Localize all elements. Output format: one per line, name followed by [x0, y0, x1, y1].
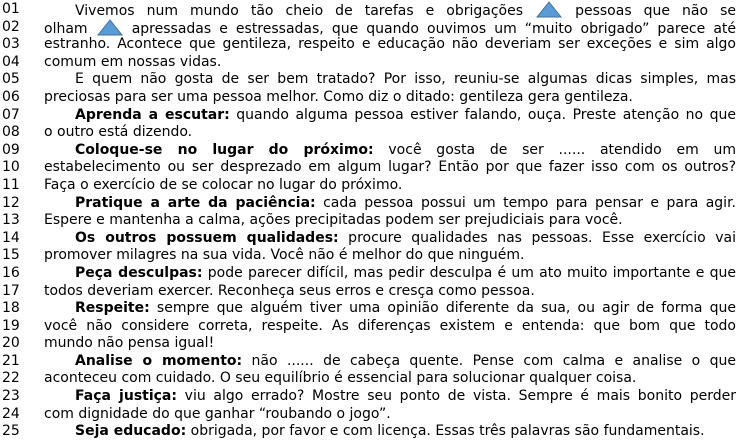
text-line-08 — [0, 124, 749, 142]
text-line-18 — [0, 300, 749, 318]
line-text — [75, 265, 736, 283]
line-number: 12 — [2, 194, 20, 211]
line-text: estranho. Acontece que gentileza, respeito e educação não deveriam ser exceções e sim algo — [44, 36, 736, 53]
line-text: você não considere correta, respeite. As diferenças existem e entenda: que bom que todo — [44, 317, 736, 334]
line-text — [75, 423, 736, 441]
line-text — [75, 195, 736, 213]
tip-text: pode parecer difícil, mas pedir desculpa é um ato muito importante e que — [202, 264, 736, 281]
text-line-05 — [0, 71, 749, 89]
line-number: 14 — [2, 229, 20, 246]
text-line-24 — [0, 406, 749, 424]
text-line-14 — [0, 230, 749, 248]
line-text: olham apressadas e estressadas, que quando ouvimos um “muito obrigado” parece até — [44, 20, 736, 37]
line-number: 15 — [2, 247, 20, 264]
text-line-19 — [0, 318, 749, 336]
text-line-06 — [0, 89, 749, 107]
text-line-23 — [0, 388, 749, 406]
line-text — [75, 107, 736, 125]
line-number: 03 — [2, 36, 20, 53]
line-text: E quem não gosta de ser bem tratado? Por isso, reuniu-se algumas dicas simples, mas — [75, 71, 736, 88]
line-number: 20 — [2, 335, 20, 352]
line-number: 19 — [2, 317, 20, 334]
line-number: 04 — [2, 53, 20, 70]
text-line-22 — [0, 370, 749, 388]
tip-heading: Peça desculpas: — [75, 264, 203, 281]
line-number: 18 — [2, 300, 20, 317]
text-line-04 — [0, 54, 749, 72]
text-line-25 — [0, 423, 749, 441]
tip-text: não ...... de cabeça quente. Pense com calma e analise o que — [242, 352, 736, 369]
line-number: 22 — [2, 370, 20, 387]
line-number: 07 — [2, 106, 20, 123]
line-number: 24 — [2, 405, 20, 422]
tip-heading: Respeite: — [75, 300, 150, 317]
text-line-20 — [0, 335, 749, 353]
text-line-01 — [0, 1, 749, 19]
tip-text: procure qualidades nas pessoas. Esse exercício vai — [338, 229, 736, 246]
text-line-07 — [0, 107, 749, 125]
line-number: 05 — [2, 71, 20, 88]
line-text: Faça o exercício de se colocar no lugar do próximo. — [44, 176, 403, 193]
line-text: promover milagres na sua vida. Você não é melhor do que ninguém. — [44, 247, 525, 264]
line-number: 17 — [2, 282, 20, 299]
line-text: estabelecimento ou ser desprezado em algum lugar? Então por que fazer isso com os outros? — [44, 159, 736, 176]
line-text: aconteceu com cuidado. O seu equilíbrio é essencial para solucionar qualquer coisa. — [44, 370, 637, 387]
line-number: 11 — [2, 176, 20, 193]
line-text: todos deveriam exercer. Reconheça seus erros e cresça como pessoa. — [44, 282, 535, 299]
line-number: 08 — [2, 124, 20, 141]
tip-heading: Coloque-se no lugar do próximo: — [75, 141, 374, 158]
line-number: 13 — [2, 212, 20, 229]
line-number: 01 — [2, 1, 20, 17]
line-number: 23 — [2, 388, 20, 405]
line-text: o outro está dizendo. — [44, 124, 193, 141]
tip-text: obrigada, por favor e com licença. Essas três palavras são fundamentais. — [186, 423, 705, 440]
tip-heading: Aprenda a escutar: — [75, 106, 230, 123]
text-line-15 — [0, 247, 749, 265]
line-number: 09 — [2, 141, 20, 158]
line-number: 21 — [2, 352, 20, 369]
tip-text: cada pessoa possui um tempo para pensar e para agir. — [315, 194, 736, 211]
text-line-12 — [0, 195, 749, 213]
text-line-02 — [0, 19, 749, 37]
line-text — [75, 388, 736, 406]
line-text: Vivemos num mundo tão cheio de tarefas e obrigações pessoas que não se — [75, 3, 736, 19]
tip-text: quando alguma pessoa estiver falando, ouça. Preste atenção no que — [229, 106, 736, 123]
text-line-03 — [0, 36, 749, 54]
text-line-21 — [0, 353, 749, 371]
line-number: 16 — [2, 264, 20, 281]
tip-heading: Faça justiça: — [75, 388, 177, 405]
tip-text: você gosta de ser ...... atendido em um — [373, 141, 736, 158]
tip-heading: Pratique a arte da paciência: — [75, 194, 316, 211]
line-text: com dignidade do que ganhar “roubando o jogo”. — [44, 405, 391, 422]
text-line-11 — [0, 177, 749, 195]
line-number: 02 — [2, 18, 20, 35]
text-line-09 — [0, 142, 749, 160]
tip-heading: Analise o momento: — [75, 352, 243, 369]
line-number: 25 — [2, 423, 20, 440]
triangle-blank-icon — [97, 19, 123, 36]
line-text: preciosas para ser uma pessoa melhor. Como diz o ditado: gentileza gera gentileza. — [44, 88, 633, 105]
line-text: mundo não pensa igual! — [44, 335, 215, 352]
tip-text: viu algo errado? Mostre seu ponto de vista. Sempre é mais bonito perder — [176, 388, 736, 405]
line-text: comum em nossas vidas. — [44, 53, 222, 70]
triangle-blank-icon — [536, 1, 562, 18]
line-text — [75, 230, 736, 248]
tip-heading: Os outros possuem qualidades: — [75, 229, 339, 246]
line-text — [75, 353, 736, 371]
text-document — [0, 1, 749, 441]
line-text — [75, 142, 736, 160]
tip-heading: Seja educado: — [75, 423, 187, 440]
line-number: 10 — [2, 159, 20, 176]
text-line-13 — [0, 212, 749, 230]
line-text: Espere e mantenha a calma, ações precipitadas podem ser prejudiciais para você. — [44, 212, 623, 229]
text-line-17 — [0, 283, 749, 301]
line-number: 06 — [2, 88, 20, 105]
tip-text: sempre que alguém tiver uma opinião diferente da sua, ou agir de forma que — [149, 300, 736, 317]
text-line-16 — [0, 265, 749, 283]
line-text — [75, 300, 736, 318]
text-line-10 — [0, 159, 749, 177]
